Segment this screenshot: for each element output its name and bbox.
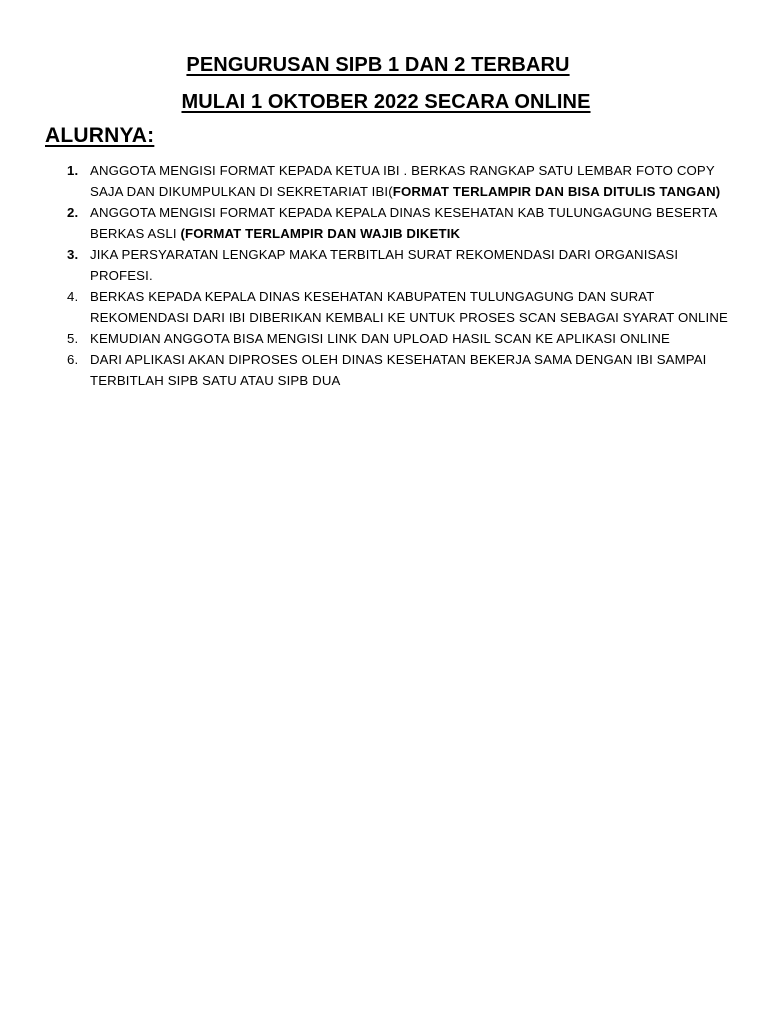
step-number: 3. bbox=[67, 247, 79, 262]
step-text-bold: FORMAT TERLAMPIR DAN BISA DITULIS TANGAN) bbox=[392, 184, 721, 199]
step-item-4 bbox=[0, 286, 768, 328]
steps-list bbox=[0, 160, 768, 391]
step-text-bold: (FORMAT TERLAMPIR DAN WAJIB DIKETIK bbox=[180, 226, 461, 241]
step-text-regular: ANGGOTA MENGISI FORMAT KEPADA KEPALA DINAS KESEHATAN KAB TULUNGAGUNG BESERTA BERKAS ASLI bbox=[90, 205, 717, 241]
step-item-5 bbox=[0, 328, 768, 349]
step-text-regular: ANGGOTA MENGISI FORMAT KEPADA KETUA IBI . BERKAS RANGKAP SATU LEMBAR FOTO COPY SAJA DAN DIKUMPULKAN DI SEKRETARIAT IBI( bbox=[90, 163, 715, 199]
step-item-3 bbox=[0, 244, 768, 286]
step-text bbox=[90, 205, 717, 241]
step-number: 5. bbox=[67, 331, 79, 346]
step-number: 2. bbox=[67, 205, 79, 220]
step-text: BERKAS KEPADA KEPALA DINAS KESEHATAN KABUPATEN TULUNGAGUNG DAN SURAT REKOMENDASI DARI IBI DIBERIKAN KEMBALI KE UNTUK PROSES SCAN SEBAGAI SYARAT ONLINE bbox=[90, 289, 728, 325]
step-item-1 bbox=[0, 160, 768, 202]
step-number: 1. bbox=[67, 163, 79, 178]
step-text: DARI APLIKASI AKAN DIPROSES OLEH DINAS KESEHATAN BEKERJA SAMA DENGAN IBI SAMPAI TERBITLAH SIPB SATU ATAU SIPB DUA bbox=[90, 352, 707, 388]
step-number: 6. bbox=[67, 352, 79, 367]
step-item-6 bbox=[0, 349, 768, 391]
step-number: 4. bbox=[67, 289, 79, 304]
section-heading: ALURNYA: bbox=[45, 124, 155, 147]
step-text: KEMUDIAN ANGGOTA BISA MENGISI LINK DAN UPLOAD HASIL SCAN KE APLIKASI ONLINE bbox=[90, 331, 670, 346]
document-title-line2: MULAI 1 OKTOBER 2022 SECARA ONLINE bbox=[181, 91, 591, 113]
document-title-line1: PENGURUSAN SIPB 1 DAN 2 TERBARU bbox=[186, 54, 570, 76]
step-text bbox=[90, 163, 720, 199]
step-text: JIKA PERSYARATAN LENGKAP MAKA TERBITLAH SURAT REKOMENDASI DARI ORGANISASI PROFESI. bbox=[90, 247, 679, 283]
step-item-2 bbox=[0, 202, 768, 244]
